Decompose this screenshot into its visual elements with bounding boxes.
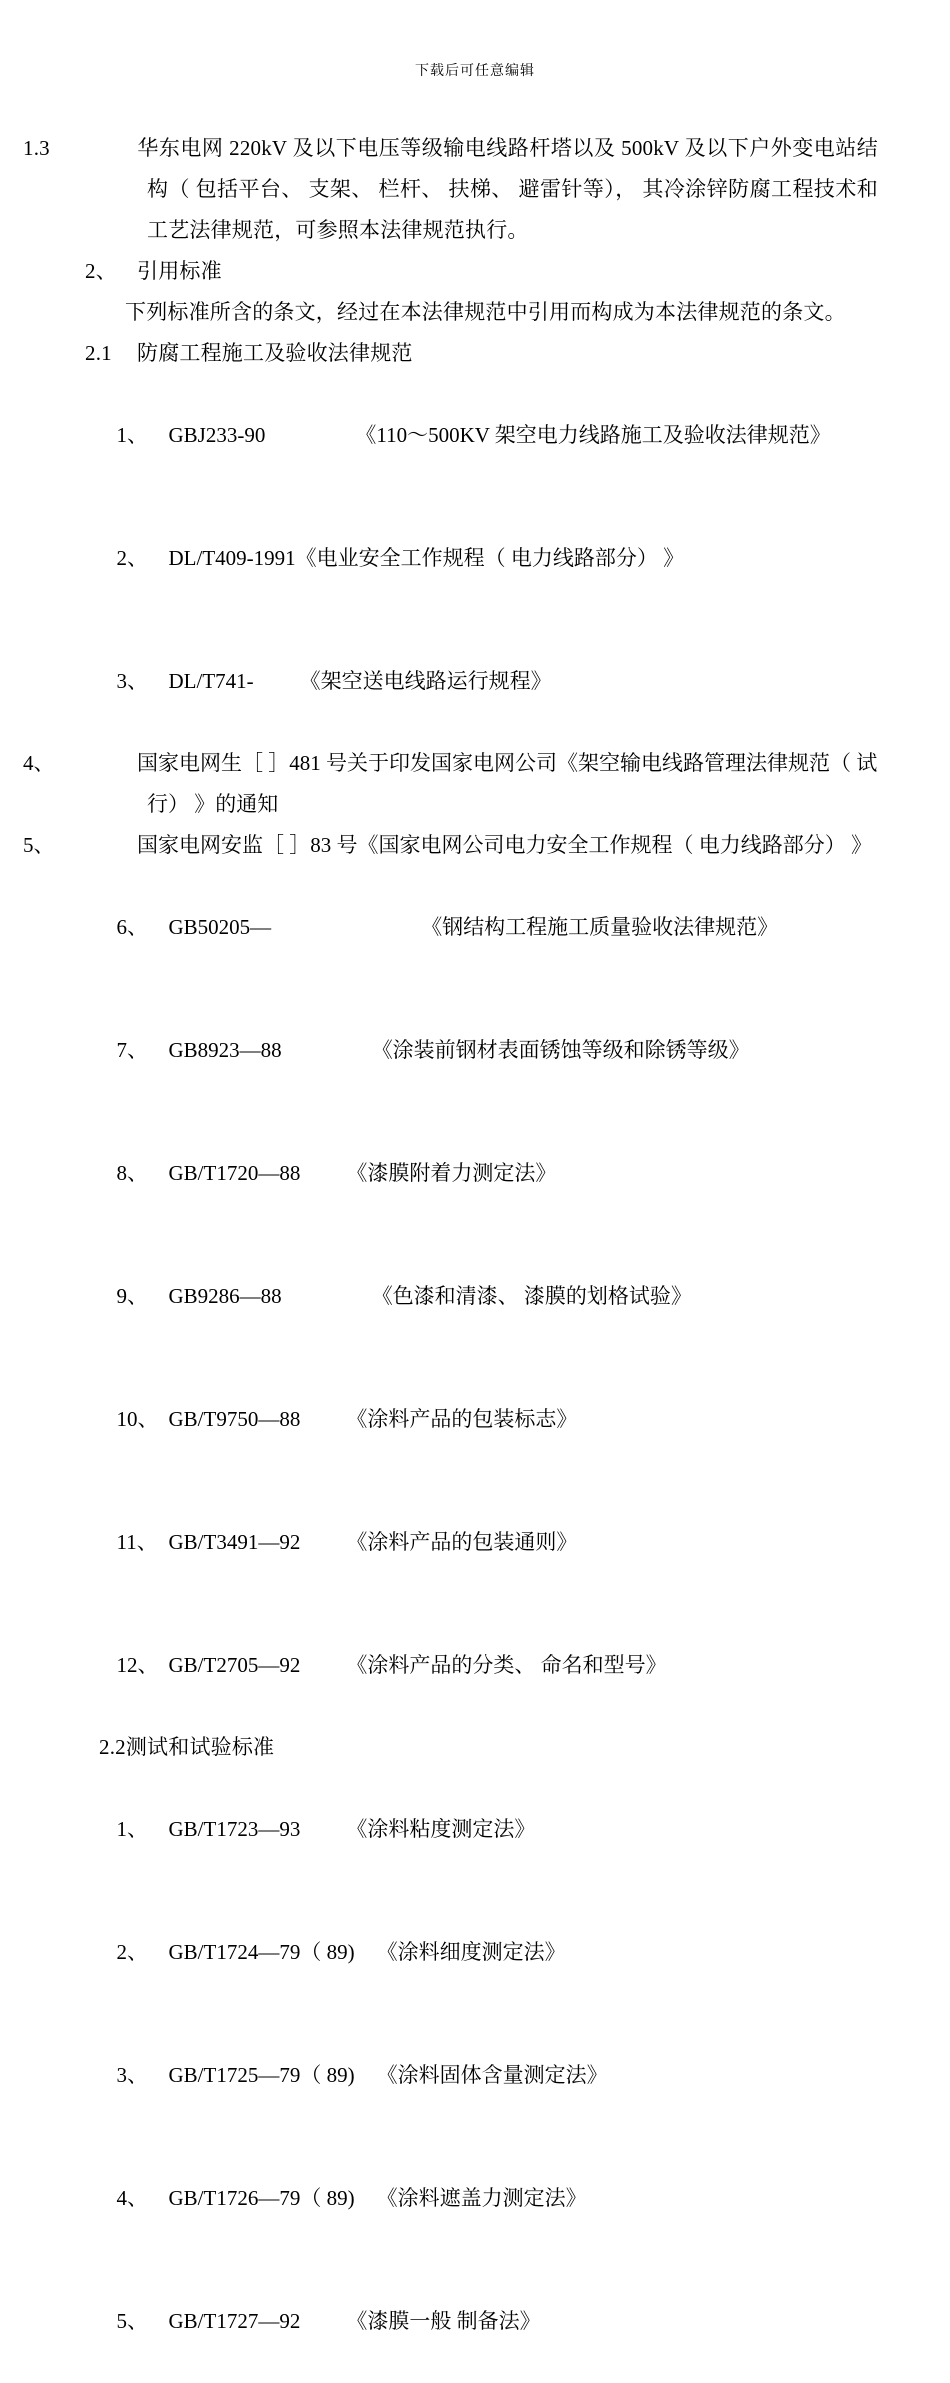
standard-item (85, 989, 878, 1112)
standard-code: GB/T3491—92 (168, 1530, 301, 1554)
standard-title: 《电业安全工作规程（ 电力线路部分） 》 (295, 546, 685, 570)
clause-2-2-text: 测试和试验标准 (125, 1735, 275, 1759)
clause-2-1-text: 防腐工程施工及验收法律规范 (137, 341, 413, 365)
standard-title: 《涂料产品的包装标志》 (346, 1407, 578, 1431)
standard-title: 《钢结构工程施工质量验收法律规范》 (421, 915, 779, 939)
standard-code: GB/T2705—92 (168, 1653, 301, 1677)
standard-title: 《110～500KV 架空电力线路施工及验收法律规范》 (355, 423, 831, 447)
standard-item (85, 866, 878, 989)
clause-2-1-number: 2.1 (85, 341, 112, 365)
standard-title: 《涂装前钢材表面锈蚀等级和除锈等级》 (371, 1038, 750, 1062)
standard-item (85, 2014, 878, 2137)
standard-code: GB/T1724—79（ 89) (168, 1940, 355, 1964)
standard-title: 《漆膜附着力测定法》 (346, 1161, 557, 1185)
standard-item (85, 1358, 878, 1481)
standard-index: 5、 (116, 2309, 148, 2333)
standard-index: 2、 (116, 1940, 148, 1964)
standard-title: 《漆膜一般 制备法》 (346, 2309, 541, 2333)
standard-item (85, 1235, 878, 1358)
standard-title: 国家电网生［ ］481 号关于印发国家电网公司《架空输电线路管理法律规范（ 试行） 》的通知 (137, 751, 878, 816)
standard-title: 《涂料细度测定法》 (376, 1940, 566, 1964)
standard-index: 2、 (116, 546, 148, 570)
standard-code: GB9286—88 (168, 1284, 282, 1308)
standard-item (85, 1604, 878, 1727)
standard-index: 11、 (116, 1530, 158, 1554)
standard-index: 3、 (116, 669, 148, 693)
standard-title: 《涂料产品的分类、 命名和型号》 (346, 1653, 667, 1677)
standard-title: 《架空送电线路运行规程》 (299, 669, 552, 693)
standard-index: 4、 (116, 2186, 148, 2210)
standard-index: 12、 (116, 1653, 159, 1677)
clause-1-3-text: 华东电网 220kV 及以下电压等级输电线路杆塔以及 500kV 及以下户外变电站结构（ 包括平台、 支架、 栏杆、 扶梯、 避雷针等）， 其冷涂锌防腐工程技术和工艺法律规范，可参照本法律规范执行。 (137, 136, 878, 242)
document-body (0, 128, 950, 2383)
standard-code: DL/T409-1991 (168, 546, 296, 570)
standard-code: GB/T1726—79（ 89) (168, 2186, 355, 2210)
standard-index: 3、 (116, 2063, 148, 2087)
standard-title: 《涂料遮盖力测定法》 (376, 2186, 587, 2210)
standard-item (85, 374, 878, 497)
standard-code: DL/T741- (168, 669, 254, 693)
standard-title: 《涂料固体含量测定法》 (376, 2063, 608, 2087)
standard-item (85, 2260, 878, 2383)
clause-1-3-number: 1.3 (23, 136, 50, 160)
standard-code: GB/T1727—92 (168, 2309, 301, 2333)
standard-code: GB/T1725—79（ 89) (168, 2063, 355, 2087)
standard-index: 5、 (23, 833, 55, 857)
standard-code: GB8923—88 (168, 1038, 282, 1062)
standard-item (85, 1768, 878, 1891)
clause-1-3 (23, 128, 878, 251)
clause-2-text: 引用标准 (137, 259, 222, 283)
clause-2-intro: 下列标准所含的条文，经过在本法律规范中引用而构成为本法律规范的条文。 (125, 300, 846, 324)
clause-2-number: 2、 (85, 259, 117, 283)
standard-title: 《涂料粘度测定法》 (346, 1817, 536, 1841)
standard-title: 《涂料产品的包装通则》 (346, 1530, 578, 1554)
standard-index: 9、 (116, 1284, 148, 1308)
standard-title: 国家电网安监［ ］83 号《国家电网公司电力安全工作规程（ 电力线路部分） 》 (137, 833, 872, 857)
standard-index: 6、 (116, 915, 148, 939)
standard-index: 1、 (116, 1817, 148, 1841)
standard-item (23, 743, 878, 825)
standard-code: GB/T9750—88 (168, 1407, 301, 1431)
standard-index: 10、 (116, 1407, 159, 1431)
document-page (0, 60, 950, 2333)
standard-title: 《色漆和清漆、 漆膜的划格试验》 (371, 1284, 692, 1308)
standard-code: GB/T1720—88 (168, 1161, 301, 1185)
clause-2-2-number: 2.2 (99, 1735, 126, 1759)
standard-item (23, 825, 878, 866)
clause-2-2 (85, 1727, 878, 1768)
standard-index: 7、 (116, 1038, 148, 1062)
standard-index: 1、 (116, 423, 148, 447)
standard-item (85, 1481, 878, 1604)
clause-2 (85, 251, 878, 292)
standard-item (85, 497, 878, 620)
page-header-note: 下载后可任意编辑 (415, 64, 535, 79)
clause-2-1 (85, 333, 878, 374)
standard-code: GBJ233-90 (168, 423, 266, 447)
standard-index: 4、 (23, 751, 55, 775)
standard-item (85, 1891, 878, 2014)
standard-index: 8、 (116, 1161, 148, 1185)
standard-code: GB/T1723—93 (168, 1817, 301, 1841)
standard-item (85, 620, 878, 743)
standard-item (85, 1112, 878, 1235)
standard-item (85, 2137, 878, 2260)
standard-code: GB50205— (168, 915, 272, 939)
